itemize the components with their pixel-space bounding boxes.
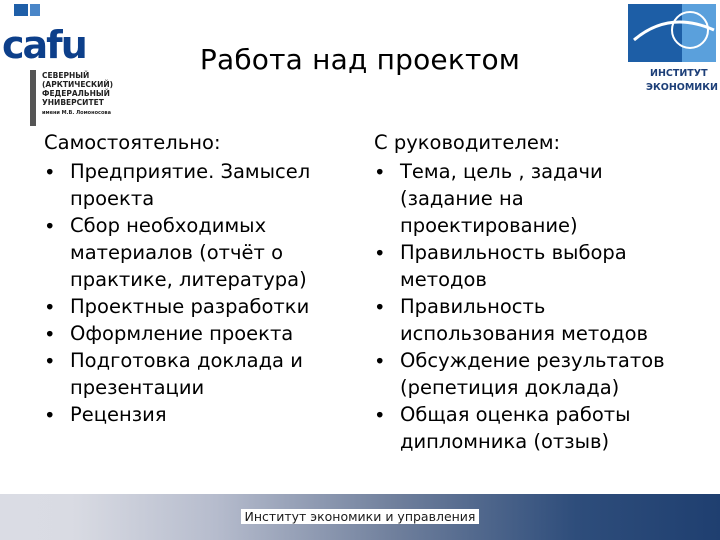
- list-item-text: Предприятие. Замысел: [70, 160, 311, 183]
- list-item-text: проекта: [70, 187, 155, 210]
- left-bullet-list: [44, 158, 334, 428]
- list-item-text: (репетиция доклада): [400, 376, 620, 399]
- logo-wordmark: cafu: [2, 23, 86, 67]
- list-item-text: Подготовка доклада и: [70, 349, 303, 372]
- logo-line: УНИВЕРСИТЕТ: [42, 98, 104, 107]
- logo-line: имени М.В. Ломоносова: [42, 110, 111, 116]
- logo-line: (АРКТИЧЕСКИЙ): [42, 80, 114, 89]
- list-item-text: дипломника (отзыв): [400, 430, 610, 453]
- logo-line: ФЕДЕРАЛЬНЫЙ: [42, 89, 110, 98]
- list-item: [44, 212, 334, 293]
- bullet-icon: •: [44, 296, 56, 319]
- list-item: [44, 320, 334, 347]
- list-item-text: (задание на: [400, 187, 524, 210]
- list-item: [44, 347, 334, 401]
- right-bullet-list: [374, 158, 674, 455]
- list-item-text: методов: [400, 268, 487, 291]
- right-column: [374, 128, 674, 455]
- list-item-text: использования методов: [400, 322, 649, 345]
- list-item-text: Тема, цель , задачи: [400, 160, 603, 183]
- logo-line: СЕВЕРНЫЙ: [42, 71, 90, 80]
- bullet-icon: •: [44, 215, 56, 238]
- logo-line: ЭКОНОМИКИ: [646, 82, 718, 93]
- list-item-text: Правильность: [400, 295, 546, 318]
- bullet-icon: •: [374, 404, 386, 427]
- list-item: [374, 347, 674, 401]
- footer-caption: [0, 509, 720, 524]
- bullet-icon: •: [44, 161, 56, 184]
- bullet-icon: •: [44, 323, 56, 346]
- list-item-text: Проектные разработки: [70, 295, 310, 318]
- list-item-text: презентации: [70, 376, 205, 399]
- list-item: [374, 401, 674, 455]
- left-column-heading: Самостоятельно:: [44, 131, 221, 154]
- list-item: [374, 293, 674, 347]
- list-item-text: Оформление проекта: [70, 322, 294, 345]
- left-column: [44, 128, 334, 428]
- list-item-text: проектирование): [400, 214, 578, 237]
- list-item-text: материалов (отчёт о: [70, 241, 284, 264]
- bullet-icon: •: [374, 350, 386, 373]
- list-item: [374, 158, 674, 239]
- list-item: [44, 401, 334, 428]
- logo-line: ИНСТИТУТ: [650, 68, 708, 79]
- list-item-text: практике, литература): [70, 268, 307, 291]
- list-item: [44, 293, 334, 320]
- slide-title: Работа над проектом: [199, 43, 521, 76]
- list-item-text: Сбор необходимых: [70, 214, 267, 237]
- right-column-heading: С руководителем:: [374, 131, 561, 154]
- list-item-text: Обсуждение результатов: [400, 349, 665, 372]
- bullet-icon: •: [374, 161, 386, 184]
- bullet-icon: •: [44, 350, 56, 373]
- list-item-text: Общая оценка работы: [400, 403, 631, 426]
- list-item: [44, 158, 334, 212]
- bullet-icon: •: [374, 242, 386, 265]
- list-item-text: Рецензия: [70, 403, 167, 426]
- footer-text: Институт экономики и управления: [241, 509, 480, 524]
- list-item: [374, 239, 674, 293]
- bullet-icon: •: [44, 404, 56, 427]
- list-item-text: Правильность выбора: [400, 241, 627, 264]
- bullet-icon: •: [374, 296, 386, 319]
